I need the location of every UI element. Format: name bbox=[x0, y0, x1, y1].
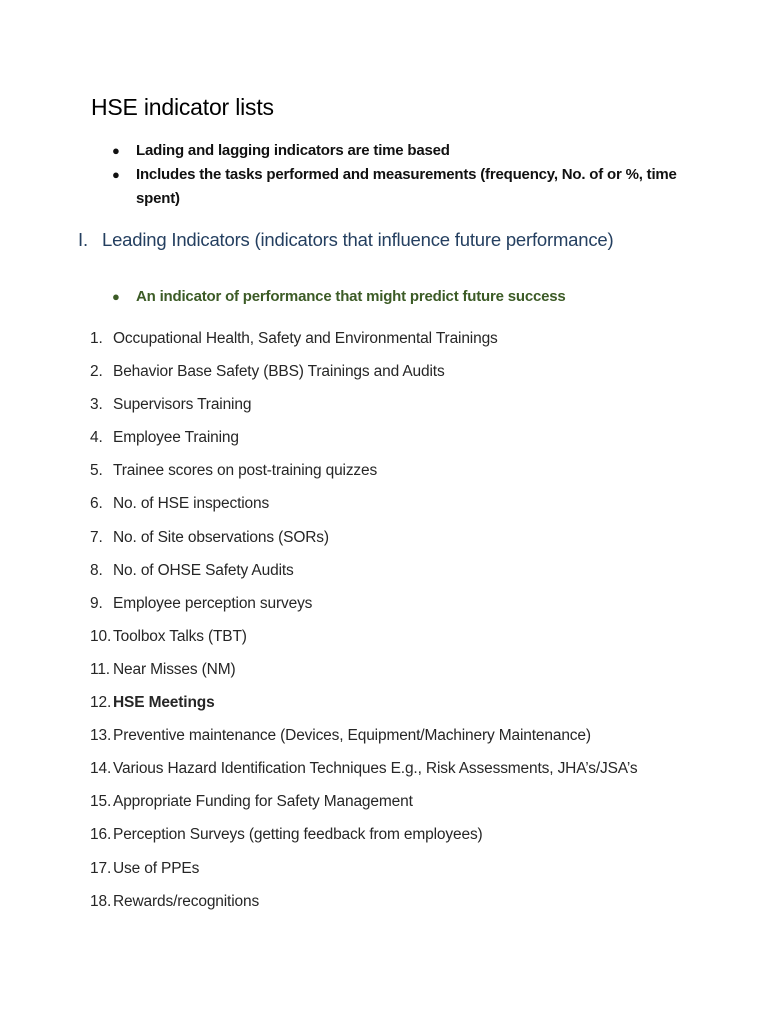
list-item bbox=[90, 393, 730, 426]
list-item bbox=[90, 459, 730, 492]
section-heading-text: Leading Indicators (indicators that influence future performance) bbox=[102, 229, 614, 250]
intro-bullet-list bbox=[112, 139, 702, 211]
item-text: No. of Site observations (SORs) bbox=[113, 528, 329, 546]
list-item bbox=[90, 625, 730, 658]
list-item bbox=[90, 790, 730, 823]
item-number: 2. bbox=[90, 363, 103, 381]
section-numeral: I. bbox=[78, 229, 88, 250]
item-number: 16. bbox=[90, 826, 112, 844]
item-text: Behavior Base Safety (BBS) Trainings and Audits bbox=[113, 363, 445, 381]
item-text: Appropriate Funding for Safety Management bbox=[113, 793, 413, 811]
item-text: Preventive maintenance (Devices, Equipment/Machinery Maintenance) bbox=[113, 727, 591, 745]
section-sub-bullet bbox=[112, 285, 566, 309]
item-text: Various Hazard Identification Techniques E.g., Risk Assessments, JHA’s/JSA’s bbox=[113, 760, 638, 778]
bullet-marker: ● bbox=[112, 143, 120, 158]
item-text: Employee Training bbox=[113, 429, 239, 447]
list-item bbox=[90, 757, 730, 790]
list-item bbox=[90, 823, 730, 856]
bullet-marker: ● bbox=[112, 289, 120, 304]
list-item bbox=[90, 360, 730, 393]
item-number: 11. bbox=[90, 660, 110, 678]
item-number: 6. bbox=[90, 495, 103, 513]
list-item bbox=[90, 327, 730, 360]
list-item bbox=[90, 857, 730, 890]
list-item bbox=[90, 426, 730, 459]
section-heading bbox=[78, 229, 613, 251]
item-number: 18. bbox=[90, 892, 112, 910]
intro-bullet-1 bbox=[112, 139, 702, 163]
list-item bbox=[90, 526, 730, 559]
item-text: Perception Surveys (getting feedback from employees) bbox=[113, 826, 483, 844]
item-number: 15. bbox=[90, 793, 112, 811]
intro-bullet-text: Lading and lagging indicators are time based bbox=[136, 142, 450, 159]
list-item bbox=[90, 724, 730, 757]
item-number: 10. bbox=[90, 627, 112, 645]
sub-bullet-text: An indicator of performance that might predict future success bbox=[136, 288, 566, 305]
item-number: 7. bbox=[90, 528, 103, 546]
item-text: Rewards/recognitions bbox=[113, 892, 260, 910]
item-text: No. of OHSE Safety Audits bbox=[113, 561, 294, 579]
item-text: Supervisors Training bbox=[113, 396, 252, 414]
bullet-marker: ● bbox=[112, 167, 120, 182]
intro-bullet-2 bbox=[112, 163, 702, 211]
item-number: 8. bbox=[90, 561, 103, 579]
item-number: 13. bbox=[90, 727, 112, 745]
item-number: 17. bbox=[90, 859, 112, 877]
document-title: HSE indicator lists bbox=[91, 94, 274, 120]
item-number: 14. bbox=[90, 760, 112, 778]
item-number: 12. bbox=[90, 694, 112, 712]
item-text: Occupational Health, Safety and Environmental Trainings bbox=[113, 330, 498, 347]
item-number: 9. bbox=[90, 594, 103, 612]
list-item bbox=[90, 492, 730, 525]
list-item bbox=[90, 890, 730, 923]
item-text: HSE Meetings bbox=[113, 694, 215, 712]
item-text: Use of PPEs bbox=[113, 859, 200, 877]
list-item bbox=[90, 658, 730, 691]
item-number: 3. bbox=[90, 396, 103, 414]
list-item bbox=[90, 559, 730, 592]
intro-bullet-text: Includes the tasks performed and measurements (frequency, No. of or %, time spent) bbox=[136, 166, 677, 207]
item-text: Employee perception surveys bbox=[113, 594, 313, 612]
list-item bbox=[90, 691, 730, 724]
item-text: No. of HSE inspections bbox=[113, 495, 270, 513]
item-number: 5. bbox=[90, 462, 103, 480]
item-text: Trainee scores on post-training quizzes bbox=[113, 462, 378, 480]
item-number: 4. bbox=[90, 429, 103, 447]
item-text: Near Misses (NM) bbox=[113, 660, 236, 678]
leading-indicators-list bbox=[90, 327, 730, 923]
item-text: Toolbox Talks (TBT) bbox=[113, 627, 247, 645]
list-item bbox=[90, 592, 730, 625]
item-number: 1. bbox=[90, 330, 103, 347]
